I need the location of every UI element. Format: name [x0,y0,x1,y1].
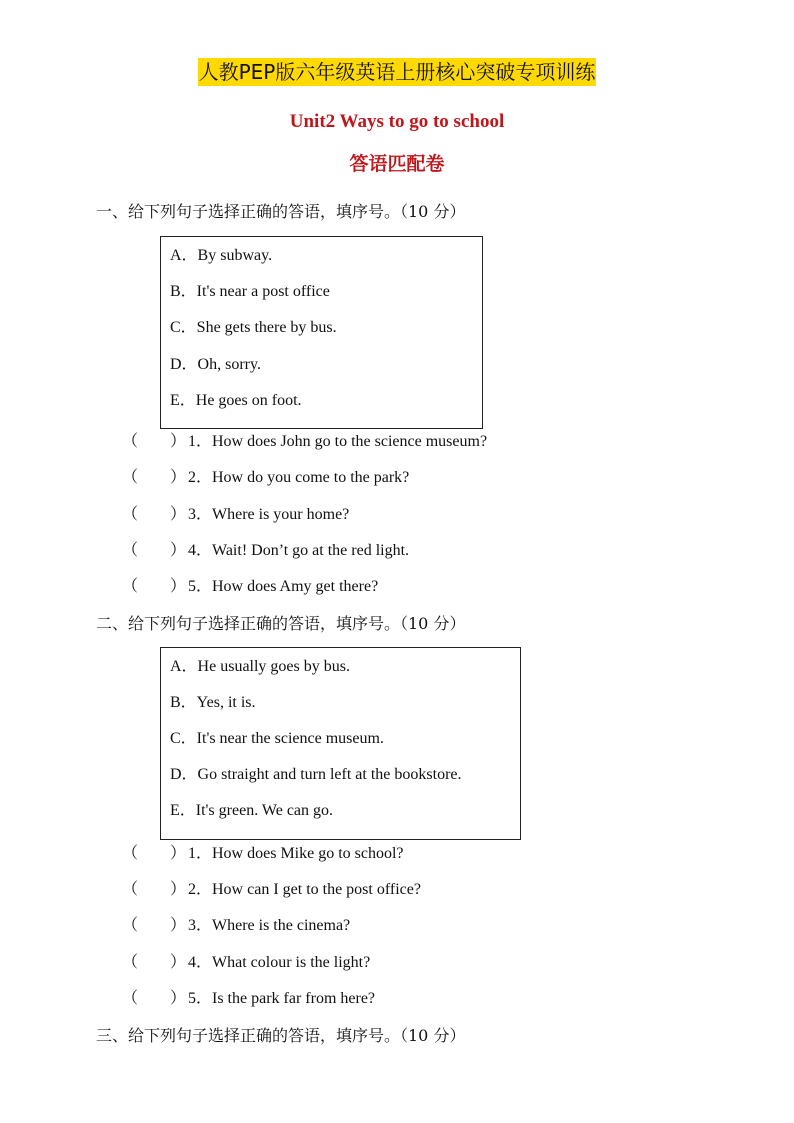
answer-blank-open[interactable]: （ [122,469,139,486]
question-text: 3．Where is the cinema? [188,917,351,934]
answer-blank-open[interactable]: （ [122,954,139,971]
section-1-option-box [160,236,483,429]
answer-blank-close: ） [170,433,187,450]
option-d: D．Oh, sorry. [170,356,261,373]
option-c: C．It's near the science museum. [170,730,384,747]
option-c: C．She gets there by bus. [170,319,337,336]
question-text: 2．How can I get to the post office? [188,881,421,898]
question-text: 4．What colour is the light? [188,954,371,971]
option-b: B．Yes, it is. [170,694,256,711]
question-text: 3．Where is your home? [188,506,350,523]
title-highlight: 人教PEP版六年级英语上册核心突破专项训练 [198,60,596,84]
section-1-heading: 一、给下列句子选择正确的答语，填序号。（10 分） [96,202,466,221]
question-text: 2．How do you come to the park? [188,469,410,486]
answer-blank-open[interactable]: （ [122,990,139,1007]
answer-blank-open[interactable]: （ [122,917,139,934]
question-text: 5．Is the park far from here? [188,990,376,1007]
unit-title: Unit2 Ways to go to school [289,111,505,132]
option-b: B．It's near a post office [170,283,330,300]
question-text: 1．How does Mike go to school? [188,845,404,862]
section-3-heading: 三、给下列句子选择正确的答语，填序号。（10 分） [96,1026,466,1045]
answer-blank-open[interactable]: （ [122,506,139,523]
option-a: A．By subway. [170,247,273,264]
answer-blank-close: ） [170,542,187,559]
answer-blank-close: ） [170,990,187,1007]
paper-title: 答语匹配卷 [349,153,445,175]
answer-blank-close: ） [170,578,187,595]
answer-blank-open[interactable]: （ [122,845,139,862]
answer-blank-close: ） [170,845,187,862]
option-e: E．It's green. We can go. [170,802,334,819]
question-text: 5．How does Amy get there? [188,578,379,595]
option-a: A．He usually goes by bus. [170,658,350,675]
answer-blank-close: ） [170,506,187,523]
question-text: 1．How does John go to the science museum? [188,433,488,450]
answer-blank-open[interactable]: （ [122,881,139,898]
answer-blank-close: ） [170,954,187,971]
answer-blank-open[interactable]: （ [122,542,139,559]
answer-blank-close: ） [170,469,187,486]
option-d: D．Go straight and turn left at the bookstore. [170,766,462,783]
answer-blank-open[interactable]: （ [122,433,139,450]
question-text: 4．Wait! Don’t go at the red light. [188,542,410,559]
option-e: E．He goes on foot. [170,392,302,409]
answer-blank-open[interactable]: （ [122,578,139,595]
page-title [0,57,794,87]
answer-blank-close: ） [170,917,187,934]
answer-blank-close: ） [170,881,187,898]
section-2-option-box [160,647,521,840]
section-2-heading: 二、给下列句子选择正确的答语，填序号。（10 分） [96,614,466,633]
